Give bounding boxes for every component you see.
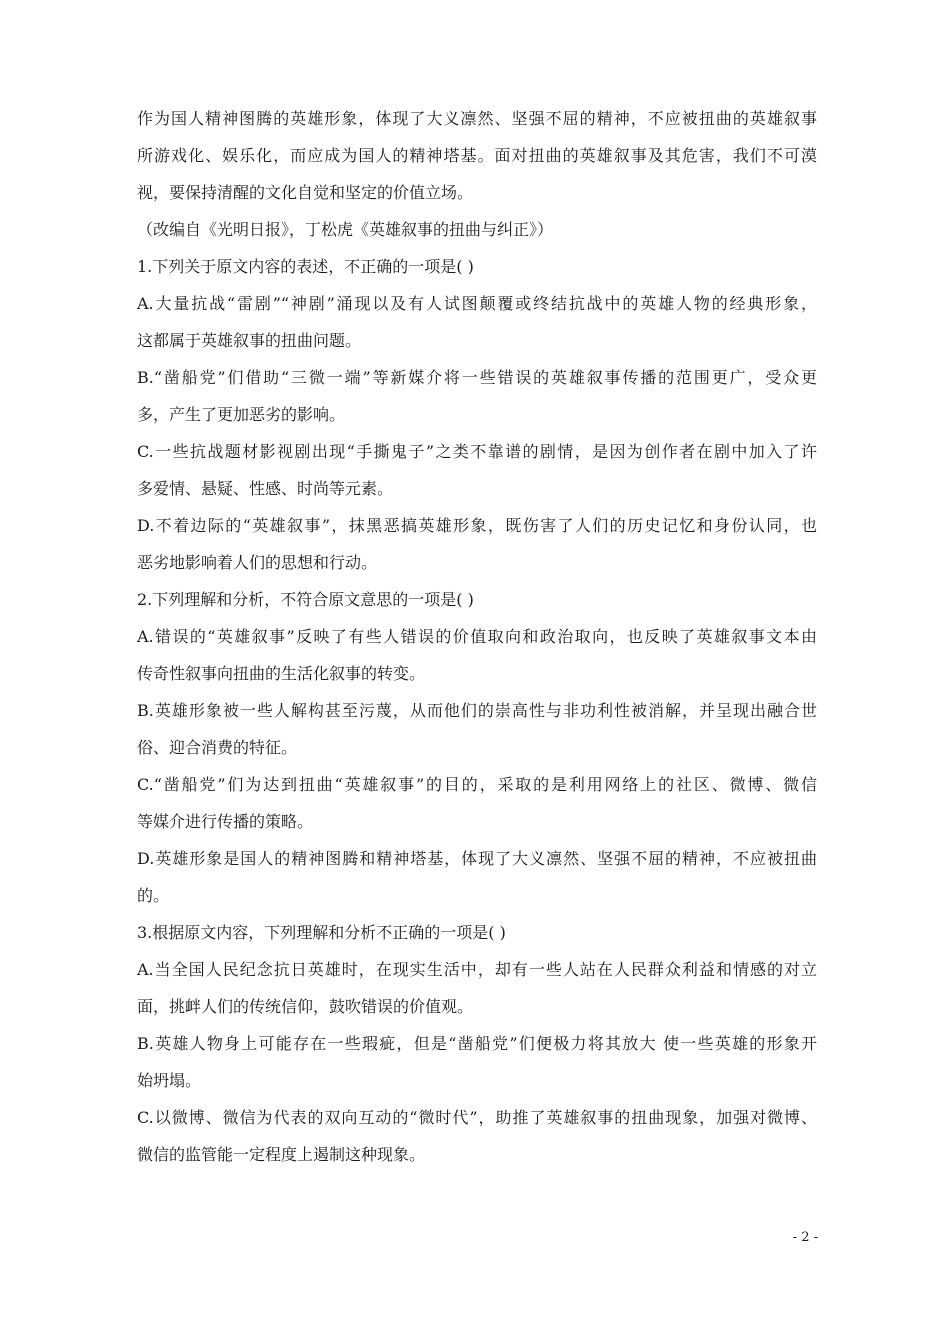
question-2-option-b-cont: 俗、迎合消费的特征。: [137, 738, 298, 757]
question-3-stem: 3.根据原文内容，下列理解和分析不正确的一项是( ): [137, 923, 506, 942]
text-line: 作为国人精神图腾的英雄形象，体现了大义凛然、坚强不屈的精神，不应被扭曲的英雄叙事: [137, 109, 817, 128]
question-3-option-c-cont: 微信的监管能一定程度上遏制这种现象。: [137, 1145, 426, 1164]
source-citation: （改编自《光明日报》，丁松虎《英雄叙事的扭曲与纠正》）: [137, 220, 554, 239]
question-3-option-b-cont: 始坍塌。: [137, 1071, 202, 1090]
question-1-option-c: C.一些抗战题材影视剧出现“手撕鬼子”之类不靠谱的剧情，是因为创作者在剧中加入了许: [137, 442, 817, 461]
question-1-option-d: D.不着边际的“英雄叙事”，抹黑恶搞英雄形象，既伤害了人们的历史记忆和身份认同，也: [137, 516, 817, 535]
document-body: [137, 100, 817, 1173]
question-3-option-a: A.当全国人民纪念抗日英雄时，在现实生活中，却有一些人站在人民群众利益和情感的对立: [137, 960, 817, 979]
question-2-option-a: A.错误的“英雄叙事”反映了有些人错误的价值取向和政治取向，也反映了英雄叙事文本由: [137, 627, 817, 646]
text-line: 所游戏化、娱乐化，而应成为国人的精神塔基。面对扭曲的英雄叙事及其危害，我们不可漠: [137, 146, 817, 165]
question-2-option-a-cont: 传奇性叙事向扭曲的生活化叙事的转变。: [137, 664, 426, 683]
question-1-option-c-cont: 多爱情、悬疑、性感、时尚等元素。: [137, 479, 394, 498]
question-1-option-a: A.大量抗战“雷剧”“神剧”涌现以及有人试图颠覆或终结抗战中的英雄人物的经典形象，: [137, 294, 817, 313]
question-2-stem: 2.下列理解和分析，不符合原文意思的一项是( ): [137, 590, 474, 609]
question-1-stem: 1.下列关于原文内容的表述，不正确的一项是( ): [137, 257, 474, 276]
question-1-option-b-cont: 多，产生了更加恶劣的影响。: [137, 405, 346, 424]
question-3-option-a-cont: 面，挑衅人们的传统信仰，鼓吹错误的价值观。: [137, 997, 474, 1016]
question-2-option-d: D.英雄形象是国人的精神图腾和精神塔基，体现了大义凛然、坚强不屈的精神，不应被扭曲: [137, 849, 817, 868]
question-1-option-a-cont: 这都属于英雄叙事的扭曲问题。: [137, 331, 362, 350]
question-3-option-b: B.英雄人物身上可能存在一些瑕疵，但是“凿船党”们便极力将其放大 使一些英雄的形象开: [137, 1034, 817, 1053]
question-2-option-b: B.英雄形象被一些人解构甚至污蔑，从而他们的崇高性与非功利性被消解，并呈现出融合世: [137, 701, 817, 720]
question-2-option-c: C.“凿船党”们为达到扭曲“英雄叙事”的目的，采取的是利用网络上的社区、微博、微信: [137, 775, 817, 794]
question-3-option-c: C.以微博、微信为代表的双向互动的“微时代”，助推了英雄叙事的扭曲现象，加强对微博、: [137, 1108, 817, 1127]
question-1-option-b: B.“凿船党”们借助“三微一端”等新媒介将一些错误的英雄叙事传播的范围更广，受众更: [137, 368, 817, 387]
question-2-option-c-cont: 等媒介进行传播的策略。: [137, 812, 314, 831]
question-2-option-d-cont: 的。: [137, 886, 170, 905]
page-number: - 2 -: [792, 1230, 818, 1245]
text-line: 视，要保持清醒的文化自觉和坚定的价值立场。: [137, 183, 474, 202]
question-1-option-d-cont: 恶劣地影响着人们的思想和行动。: [137, 553, 378, 572]
